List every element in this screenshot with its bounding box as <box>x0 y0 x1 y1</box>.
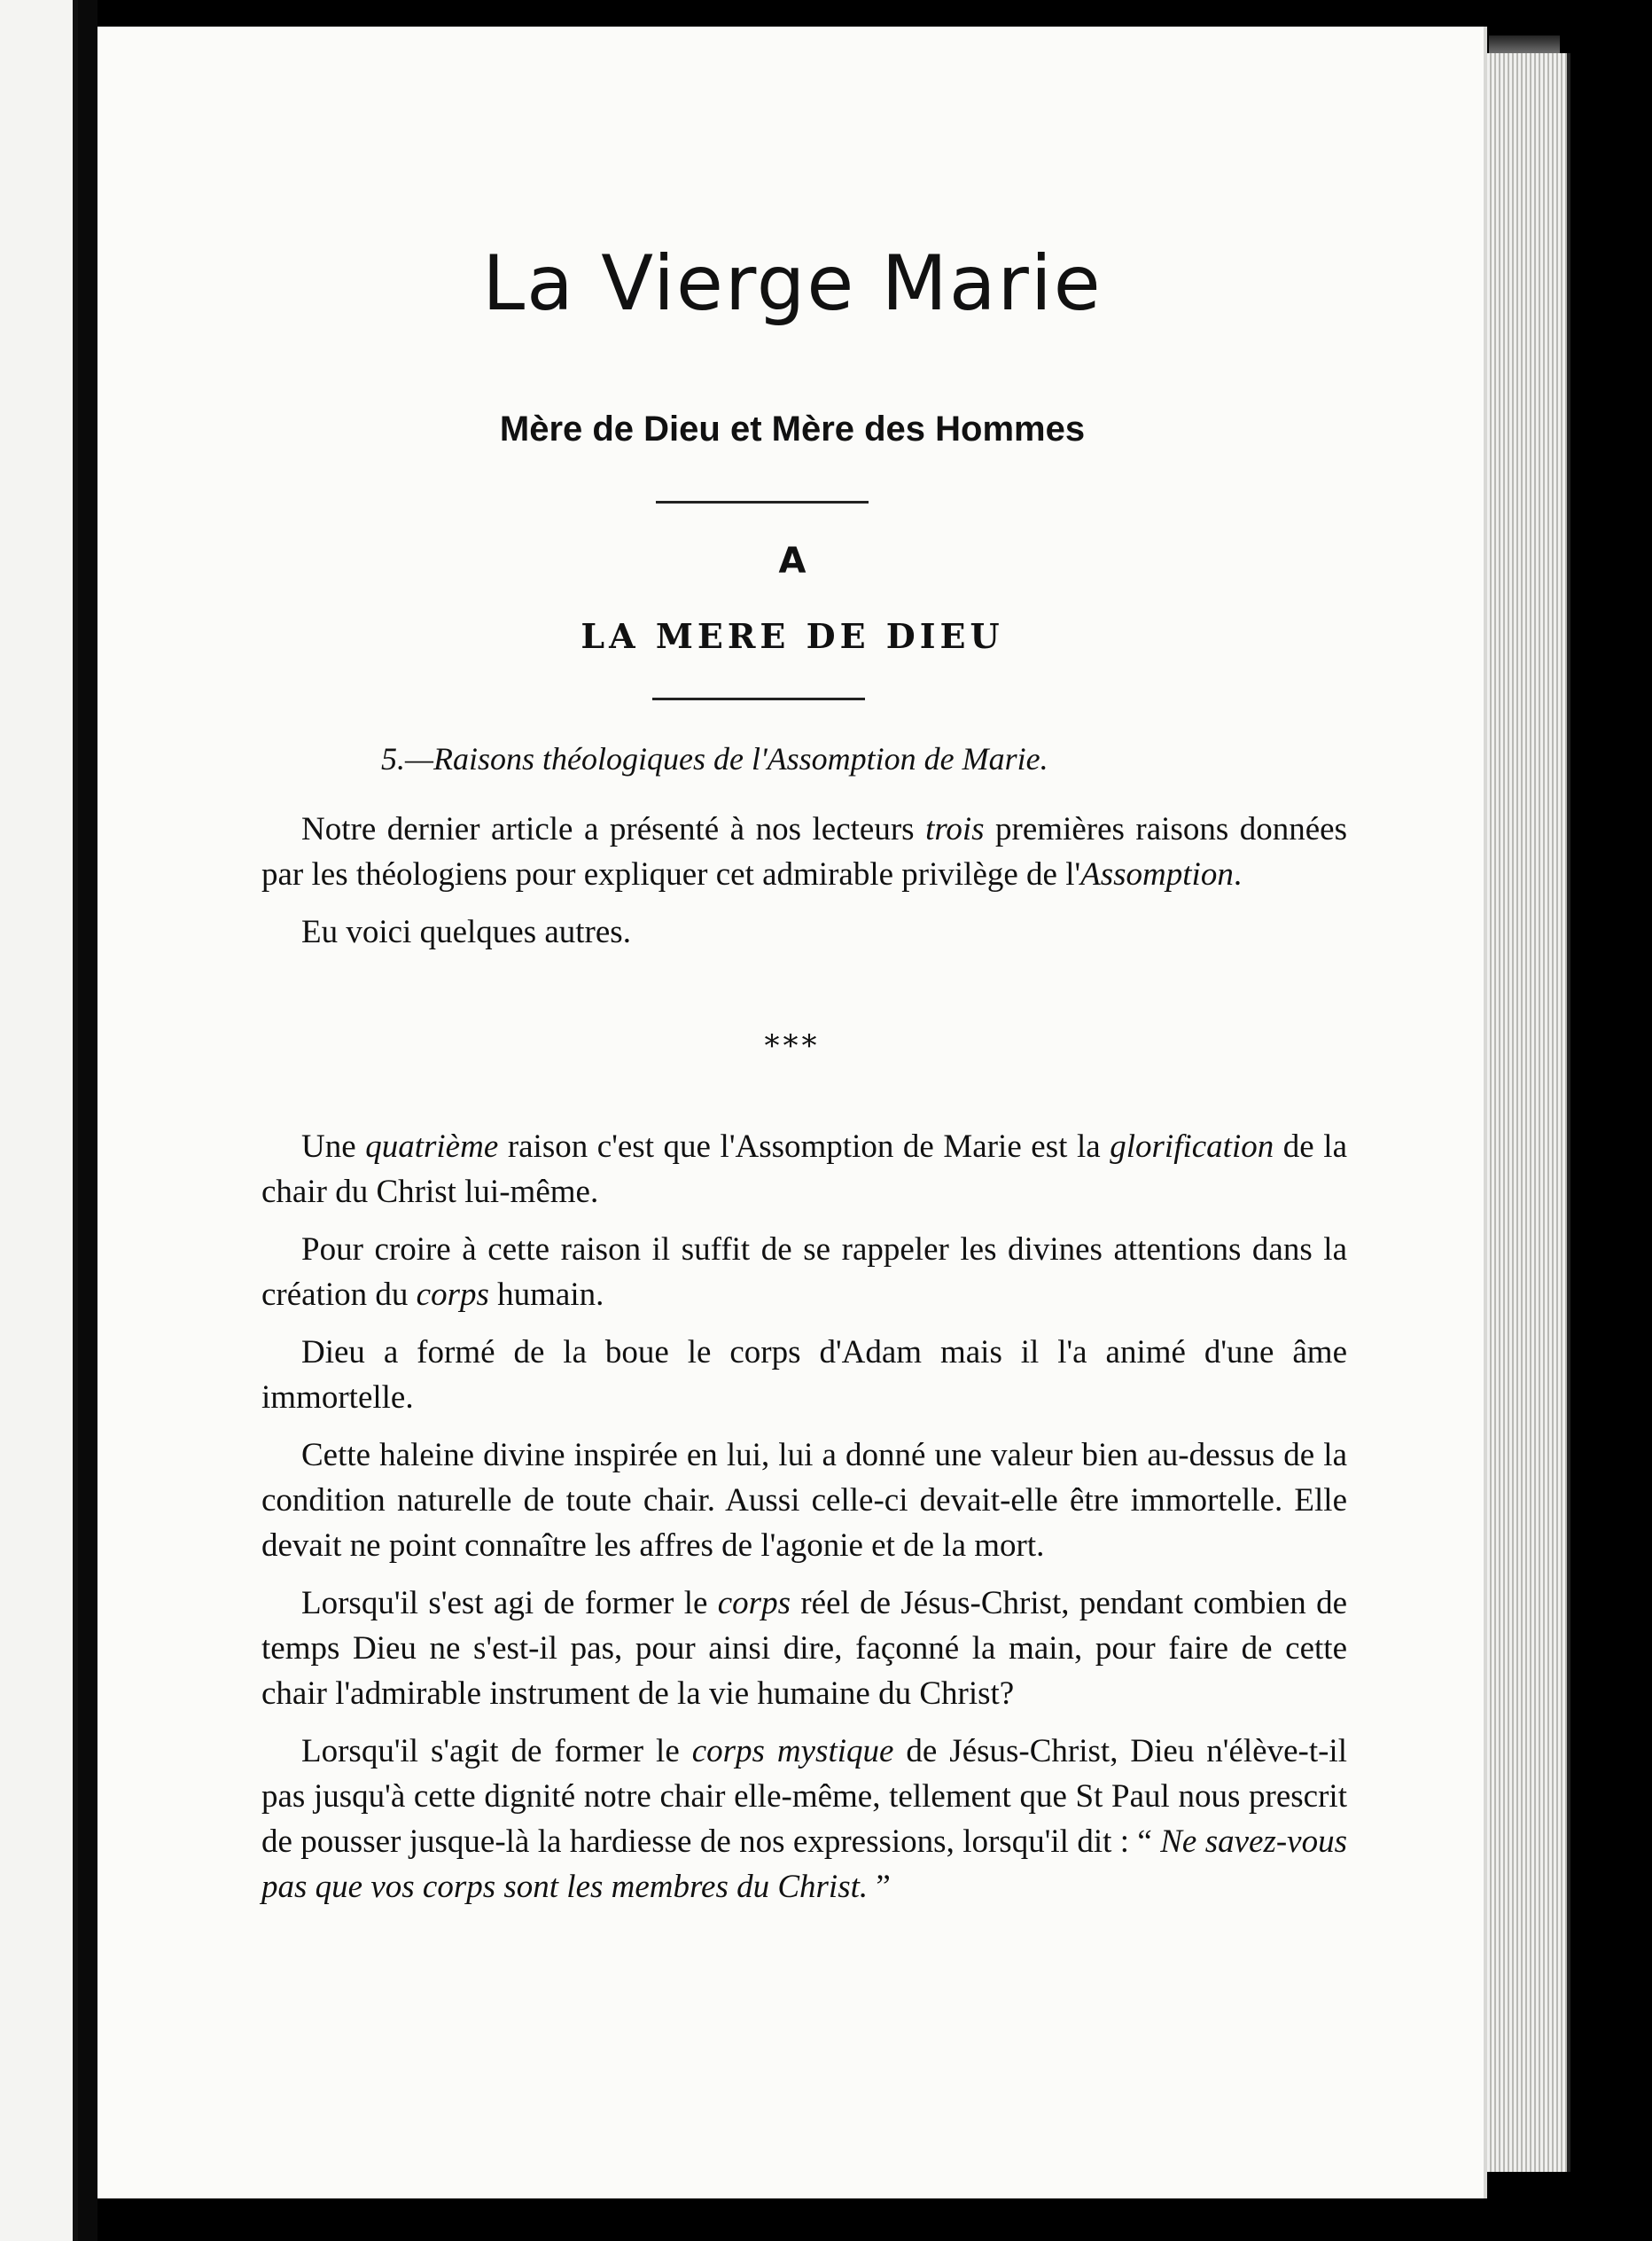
paragraph: Pour croire à cette raison il suffit de se rappeler les divines attentions dans la création du corps humain. <box>261 1231 1347 1313</box>
paragraph: Eu voici quelques autres. <box>301 914 631 950</box>
article-heading: 5.—Raisons théologiques de l'Assomption de Marie. <box>381 741 1048 777</box>
page-title: La Vierge Marie <box>482 239 1103 328</box>
divider-rule <box>656 501 869 504</box>
left-page-edge <box>0 0 78 2241</box>
paragraph: Lorsqu'il s'est agi de former le corps réel de Jésus-Christ, pendant combien de temps Dieu ne s'est-il pas, pour ainsi dire, façonné la main, pour faire de cette chair l'admirable instrument de la vie humaine du Christ? <box>261 1585 1347 1712</box>
page-subtitle: Mère de Dieu et Mère des Hommes <box>499 410 1086 449</box>
divider-rule <box>652 698 865 700</box>
main-paragraphs <box>261 1124 1347 1922</box>
intro-paragraphs <box>261 807 1347 967</box>
book-gutter <box>78 0 97 2241</box>
section-letter: A <box>778 541 807 582</box>
paragraph: Notre dernier article a présenté à nos lecteurs trois premières raisons données par les théologiens pour expliquer cet admirable privilège de l'Assomption. <box>261 811 1348 893</box>
paragraph: Lorsqu'il s'agit de former le corps mystique de Jésus-Christ, Dieu n'élève-t-il pas jusqu'à cette dignité notre chair elle-même, tellement que St Paul nous prescrit de pousser jusque-là la hardiesse de nos expressions, lorsqu'il dit : “ Ne savez-vous pas que vos corps sont les membres du Christ. ” <box>261 1733 1347 1905</box>
paragraph: Dieu a formé de la boue le corps d'Adam mais il l'a animé d'une âme immortelle. <box>261 1334 1347 1416</box>
section-title: LA MERE DE DIEU <box>581 616 1004 656</box>
book-page <box>97 27 1487 2198</box>
page-stack-edge <box>1487 53 1570 2172</box>
paragraph: Une quatrième raison c'est que l'Assomption de Marie est la glorification de la chair du Christ lui-même. <box>261 1128 1347 1210</box>
paragraph: Cette haleine divine inspirée en lui, lui a donné une valeur bien au-dessus de la condition naturelle de toute chair. Aussi celle-ci devait-elle être immortelle. Elle devait ne point connaître les affres de l'agonie et de la mort. <box>261 1437 1347 1564</box>
asterism-separator: *** <box>764 1028 821 1064</box>
